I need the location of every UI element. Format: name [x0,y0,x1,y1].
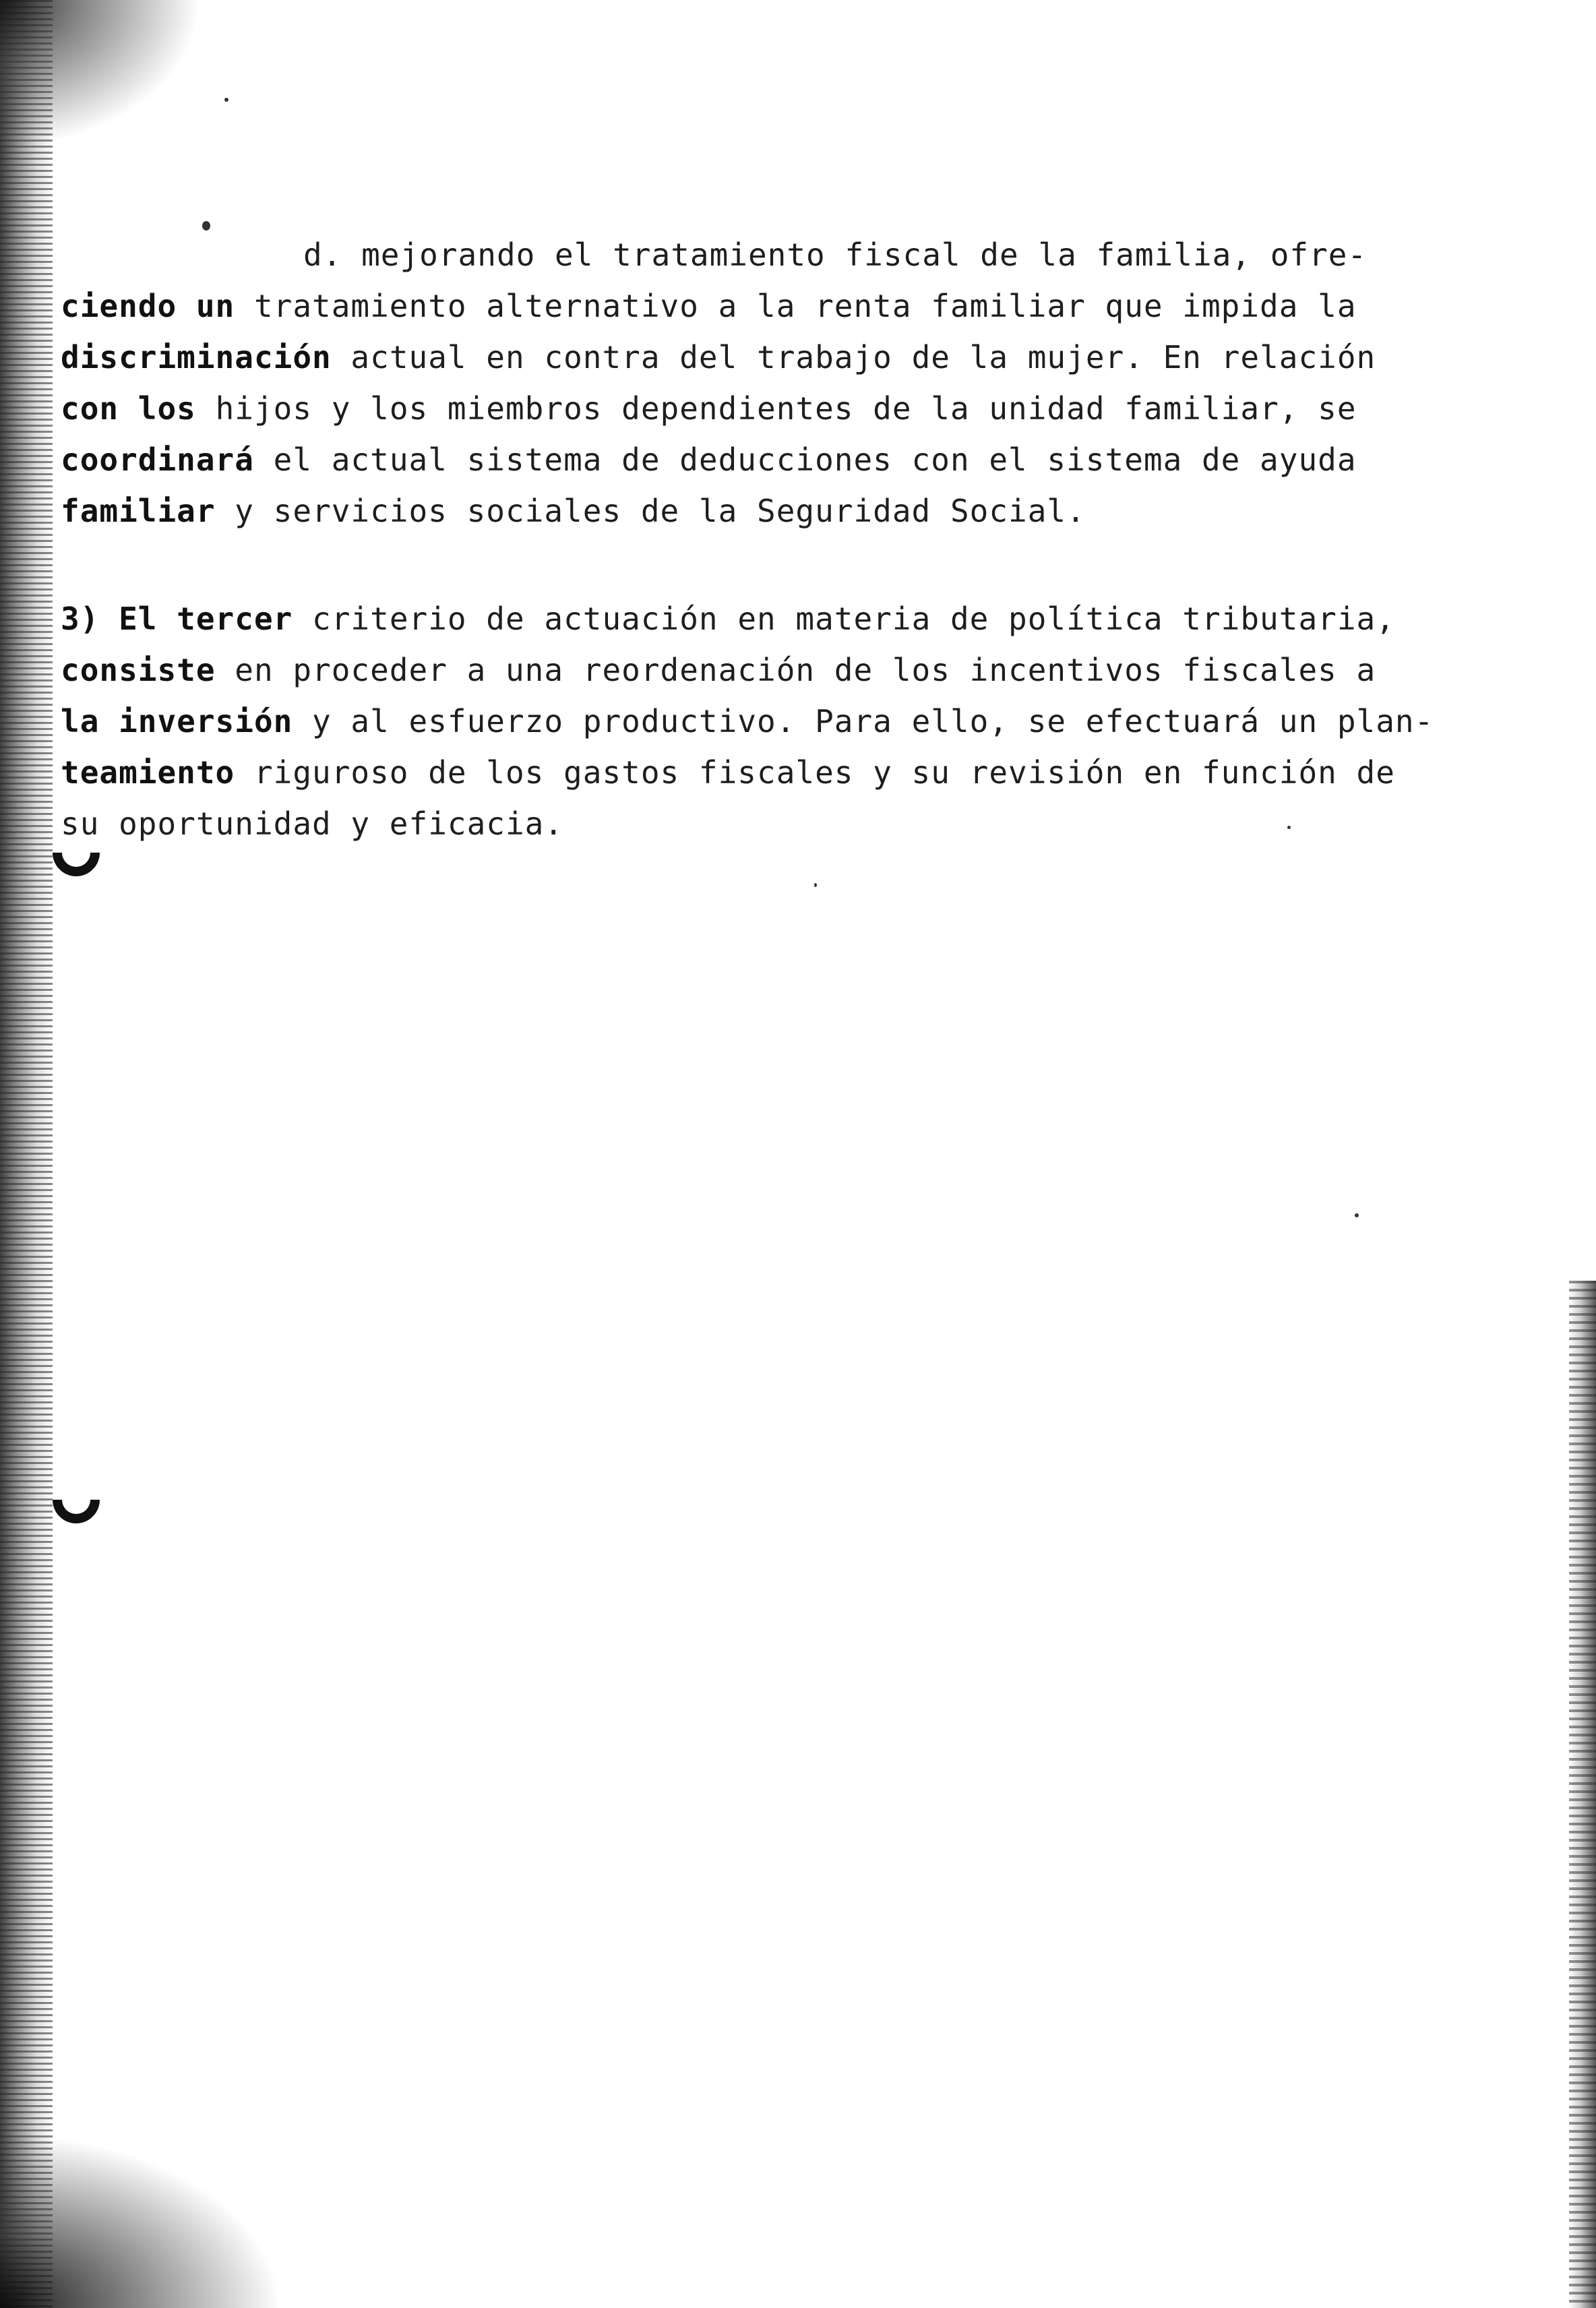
line-text: criterio de actuación en materia de política tributaria, [293,601,1395,637]
line-text: y servicios sociales de la Seguridad Social. [215,493,1086,529]
line-text: su oportunidad y eficacia. [61,806,564,842]
line-text: tratamiento alternativo a la renta familiar que impida la [235,288,1357,324]
line-text: el actual sistema de deducciones con el sistema de ayuda [253,442,1357,478]
line-text: riguroso de los gastos fiscales y su revisión en función de [235,754,1395,791]
line-lead: la inversión [61,703,293,739]
text-line [61,229,1483,280]
scan-smudge-top-left [0,0,202,148]
text-line [61,485,1483,537]
line-lead: teamiento [61,754,235,791]
text-line [61,644,1483,696]
line-text: en proceder a una reordenación de los incentivos fiscales a [215,652,1376,688]
scan-speck [224,98,228,102]
line-lead: familiar [61,493,216,529]
punch-hole-mark [43,1467,110,1533]
line-text: hijos y los miembros dependientes de la unidad familiar, se [195,390,1357,427]
scan-smudge-bottom-left [0,2133,283,2308]
scan-edge-left [0,0,53,2308]
line-lead: consiste [61,652,216,688]
text-line [61,434,1483,485]
line-lead: 3) El tercer [61,601,293,637]
text-line [61,332,1483,383]
text-line [61,280,1483,332]
line-text: d. mejorando el tratamiento fiscal de la familia, ofre- [303,237,1368,273]
line-lead: ciendo un [61,288,235,324]
text-line [61,696,1483,747]
text-line [61,593,1483,644]
text-line [61,747,1483,798]
line-lead: coordinará [61,442,254,478]
paragraph-2 [61,593,1483,849]
line-text: actual en contra del trabajo de la mujer. En relación [331,339,1376,375]
text-line [61,798,1483,849]
line-lead: con los [61,390,196,427]
scan-edge-right [1569,1281,1596,2308]
line-text: y al esfuerzo productivo. Para ello, se efectuará un plan- [293,703,1434,739]
scan-speck [814,883,817,887]
text-line [61,383,1483,434]
scan-speck [1355,1213,1359,1217]
line-lead: discriminación [61,339,332,375]
paragraph-1 [61,229,1483,537]
